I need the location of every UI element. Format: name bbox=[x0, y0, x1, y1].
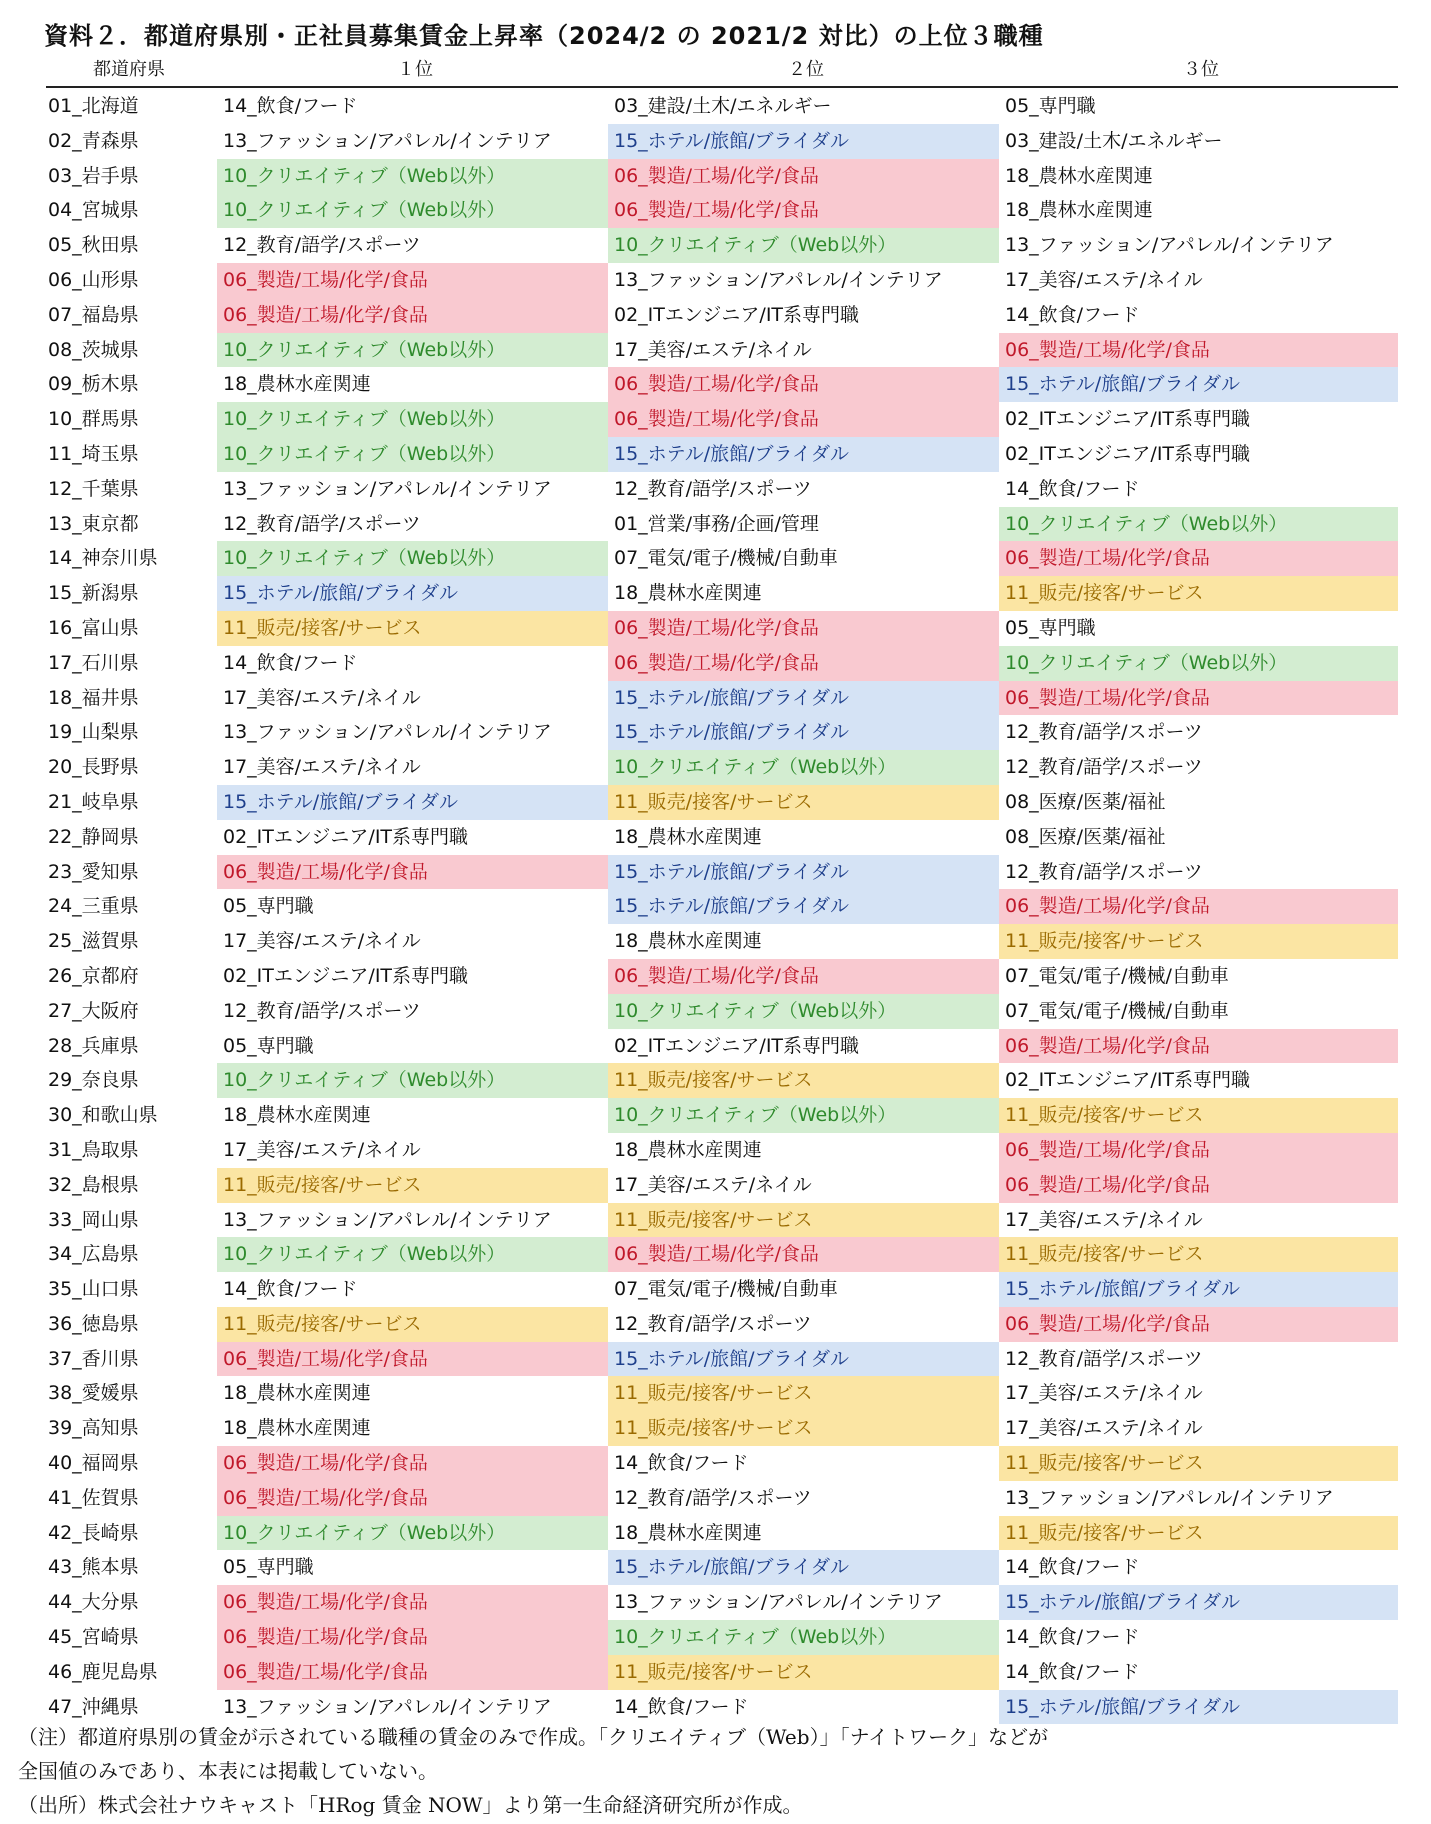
prefecture-cell: 05_秋田県 bbox=[48, 234, 139, 257]
prefecture-cell: 27_大阪府 bbox=[48, 999, 139, 1022]
prefecture-cell: 06_山形県 bbox=[48, 268, 139, 291]
prefecture-cell: 22_静岡県 bbox=[48, 825, 139, 848]
prefecture-cell: 45_宮崎県 bbox=[48, 1626, 139, 1649]
table-row bbox=[46, 1063, 1398, 1098]
table-row bbox=[46, 1655, 1398, 1690]
rank3-cell: 18_農林水産関連 bbox=[1005, 199, 1153, 222]
rank3-cell: 06_製造/工場/化学/食品 bbox=[999, 1029, 1398, 1064]
table-row bbox=[46, 959, 1398, 994]
prefecture-cell: 02_青森県 bbox=[48, 129, 139, 152]
table-row bbox=[46, 646, 1398, 681]
rank2-cell: 02_ITエンジニア/IT系専門職 bbox=[614, 1034, 860, 1057]
page-title: 資料２．都道府県別・正社員募集賃金上昇率（2024/2 の 2021/2 対比）の上位３職種 bbox=[44, 22, 1044, 50]
rank3-cell: 14_飲食/フード bbox=[1005, 303, 1140, 326]
header-rank1: １位 bbox=[397, 59, 433, 80]
prefecture-cell: 19_山梨県 bbox=[48, 721, 139, 744]
rank3-cell: 11_販売/接客/サービス bbox=[999, 576, 1398, 611]
rank2-cell: 12_教育/語学/スポーツ bbox=[614, 477, 812, 500]
rank3-cell: 13_ファッション/アパレル/インテリア bbox=[1005, 234, 1334, 257]
rank1-cell: 10_クリエイティブ（Web以外） bbox=[217, 1516, 608, 1551]
prefecture-cell: 03_岩手県 bbox=[48, 164, 139, 187]
table-row bbox=[46, 1585, 1398, 1620]
prefecture-cell: 24_三重県 bbox=[48, 895, 139, 918]
rank2-cell: 10_クリエイティブ（Web以外） bbox=[608, 1620, 999, 1655]
rank3-cell: 12_教育/語学/スポーツ bbox=[1005, 756, 1203, 779]
rank2-cell: 10_クリエイティブ（Web以外） bbox=[608, 1098, 999, 1133]
rank3-cell: 07_電気/電子/機械/自動車 bbox=[1005, 999, 1229, 1022]
rank3-cell: 02_ITエンジニア/IT系専門職 bbox=[1005, 442, 1251, 465]
rank2-cell: 06_製造/工場/化学/食品 bbox=[608, 646, 999, 681]
rank1-cell: 14_飲食/フード bbox=[223, 651, 358, 674]
table-row bbox=[46, 611, 1398, 646]
rank1-cell: 06_製造/工場/化学/食品 bbox=[217, 1655, 608, 1690]
prefecture-cell: 13_東京都 bbox=[48, 512, 139, 535]
rank3-cell: 14_飲食/フード bbox=[1005, 1556, 1140, 1579]
rank2-cell: 15_ホテル/旅館/ブライダル bbox=[608, 715, 999, 750]
table-row bbox=[46, 298, 1398, 333]
rank2-cell: 10_クリエイティブ（Web以外） bbox=[608, 994, 999, 1029]
rank3-cell: 11_販売/接客/サービス bbox=[999, 924, 1398, 959]
rank1-cell: 10_クリエイティブ（Web以外） bbox=[217, 437, 608, 472]
rank2-cell: 14_飲食/フード bbox=[614, 1695, 749, 1718]
rank3-cell: 03_建設/土木/エネルギー bbox=[1005, 129, 1223, 152]
prefecture-cell: 16_富山県 bbox=[48, 616, 139, 639]
rank1-cell: 17_美容/エステ/ネイル bbox=[223, 756, 421, 779]
rank1-cell: 14_飲食/フード bbox=[223, 95, 358, 117]
rank2-cell: 07_電気/電子/機械/自動車 bbox=[614, 547, 838, 570]
prefecture-cell: 36_徳島県 bbox=[48, 1312, 139, 1335]
table-row bbox=[46, 681, 1398, 716]
rank3-cell: 12_教育/語学/スポーツ bbox=[1005, 721, 1203, 744]
table-row bbox=[46, 1168, 1398, 1203]
rank1-cell: 18_農林水産関連 bbox=[223, 1382, 371, 1405]
rank2-cell: 18_農林水産関連 bbox=[614, 1521, 762, 1544]
rank1-cell: 05_専門職 bbox=[223, 1034, 314, 1057]
rank2-cell: 06_製造/工場/化学/食品 bbox=[608, 1237, 999, 1272]
rank2-cell: 12_教育/語学/スポーツ bbox=[614, 1486, 812, 1509]
rank3-cell: 15_ホテル/旅館/ブライダル bbox=[999, 367, 1398, 402]
table-row bbox=[46, 715, 1398, 750]
rank3-cell: 17_美容/エステ/ネイル bbox=[1005, 1417, 1203, 1440]
rank2-cell: 18_農林水産関連 bbox=[614, 825, 762, 848]
rank1-cell: 14_飲食/フード bbox=[223, 1278, 358, 1301]
header-rank2: ２位 bbox=[788, 59, 824, 80]
prefecture-cell: 01_北海道 bbox=[48, 95, 139, 117]
prefecture-cell: 18_福井県 bbox=[48, 686, 139, 709]
rank2-cell: 18_農林水産関連 bbox=[614, 1138, 762, 1161]
table-row bbox=[46, 193, 1398, 228]
rank3-cell: 15_ホテル/旅館/ブライダル bbox=[999, 1272, 1398, 1307]
table-row bbox=[46, 124, 1398, 159]
table-row bbox=[46, 1411, 1398, 1446]
table-header bbox=[46, 55, 1398, 83]
rank1-cell: 11_販売/接客/サービス bbox=[217, 1307, 608, 1342]
prefecture-cell: 23_愛知県 bbox=[48, 860, 139, 883]
rank3-cell: 02_ITエンジニア/IT系専門職 bbox=[1005, 1069, 1251, 1092]
prefecture-cell: 41_佐賀県 bbox=[48, 1486, 139, 1509]
prefecture-cell: 32_島根県 bbox=[48, 1173, 139, 1196]
rank3-cell: 11_販売/接客/サービス bbox=[999, 1446, 1398, 1481]
prefecture-cell: 47_沖縄県 bbox=[48, 1695, 139, 1718]
table-row bbox=[46, 994, 1398, 1029]
rank2-cell: 11_販売/接客/サービス bbox=[608, 1063, 999, 1098]
prefecture-cell: 34_広島県 bbox=[48, 1243, 139, 1266]
rank1-cell: 10_クリエイティブ（Web以外） bbox=[217, 1237, 608, 1272]
rank3-cell: 12_教育/語学/スポーツ bbox=[1005, 860, 1203, 883]
prefecture-cell: 08_茨城県 bbox=[48, 338, 139, 361]
rank1-cell: 17_美容/エステ/ネイル bbox=[223, 930, 421, 953]
rank3-cell: 15_ホテル/旅館/ブライダル bbox=[999, 1585, 1398, 1620]
rank1-cell: 02_ITエンジニア/IT系専門職 bbox=[223, 964, 469, 987]
prefecture-cell: 44_大分県 bbox=[48, 1591, 139, 1614]
rank1-cell: 06_製造/工場/化学/食品 bbox=[217, 1620, 608, 1655]
rank2-cell: 15_ホテル/旅館/ブライダル bbox=[608, 889, 999, 924]
rank1-cell: 06_製造/工場/化学/食品 bbox=[217, 1342, 608, 1377]
rank1-cell: 11_販売/接客/サービス bbox=[217, 611, 608, 646]
table-row bbox=[46, 367, 1398, 402]
table-row bbox=[46, 402, 1398, 437]
prefecture-cell: 38_愛媛県 bbox=[48, 1382, 139, 1405]
rank2-cell: 11_販売/接客/サービス bbox=[608, 1203, 999, 1238]
rank1-cell: 10_クリエイティブ（Web以外） bbox=[217, 1063, 608, 1098]
rank2-cell: 06_製造/工場/化学/食品 bbox=[608, 611, 999, 646]
rank1-cell: 15_ホテル/旅館/ブライダル bbox=[217, 785, 608, 820]
rank3-cell: 17_美容/エステ/ネイル bbox=[1005, 268, 1203, 291]
rank1-cell: 06_製造/工場/化学/食品 bbox=[217, 1585, 608, 1620]
rank3-cell: 15_ホテル/旅館/ブライダル bbox=[999, 1690, 1398, 1725]
rank1-cell: 05_専門職 bbox=[223, 895, 314, 918]
rank1-cell: 12_教育/語学/スポーツ bbox=[223, 999, 421, 1022]
header-divider bbox=[46, 86, 1398, 88]
rank3-cell: 12_教育/語学/スポーツ bbox=[1005, 1347, 1203, 1370]
rank3-cell: 06_製造/工場/化学/食品 bbox=[999, 1307, 1398, 1342]
rank2-cell: 18_農林水産関連 bbox=[614, 930, 762, 953]
rank2-cell: 14_飲食/フード bbox=[614, 1452, 749, 1475]
rank3-cell: 11_販売/接客/サービス bbox=[999, 1237, 1398, 1272]
rank1-cell: 05_専門職 bbox=[223, 1556, 314, 1579]
rank2-cell: 17_美容/エステ/ネイル bbox=[614, 1173, 812, 1196]
prefecture-cell: 10_群馬県 bbox=[48, 408, 139, 431]
table-row bbox=[46, 263, 1398, 298]
table-row bbox=[46, 1516, 1398, 1551]
rank3-cell: 07_電気/電子/機械/自動車 bbox=[1005, 964, 1229, 987]
table-row bbox=[46, 333, 1398, 368]
table-row bbox=[46, 889, 1398, 924]
table-row bbox=[46, 855, 1398, 890]
rank3-cell: 14_飲食/フード bbox=[1005, 1660, 1140, 1683]
prefecture-cell: 31_鳥取県 bbox=[48, 1138, 139, 1161]
rank2-cell: 13_ファッション/アパレル/インテリア bbox=[614, 268, 943, 291]
rank2-cell: 15_ホテル/旅館/ブライダル bbox=[608, 681, 999, 716]
prefecture-cell: 14_神奈川県 bbox=[48, 547, 158, 570]
rank3-cell: 08_医療/医薬/福祉 bbox=[1005, 790, 1166, 813]
rank1-cell: 17_美容/エステ/ネイル bbox=[223, 686, 421, 709]
prefecture-cell: 09_栃木県 bbox=[48, 373, 139, 396]
rank2-cell: 15_ホテル/旅館/ブライダル bbox=[608, 437, 999, 472]
prefecture-cell: 25_滋賀県 bbox=[48, 930, 139, 953]
ranking-table bbox=[46, 89, 1398, 1724]
table-row bbox=[46, 541, 1398, 576]
prefecture-cell: 29_奈良県 bbox=[48, 1069, 139, 1092]
rank1-cell: 18_農林水産関連 bbox=[223, 1417, 371, 1440]
table-row bbox=[46, 1029, 1398, 1064]
rank1-cell: 13_ファッション/アパレル/インテリア bbox=[223, 721, 552, 744]
rank2-cell: 01_営業/事務/企画/管理 bbox=[614, 512, 819, 535]
prefecture-cell: 42_長崎県 bbox=[48, 1521, 139, 1544]
table-row bbox=[46, 1098, 1398, 1133]
rank3-cell: 18_農林水産関連 bbox=[1005, 164, 1153, 187]
rank2-cell: 11_販売/接客/サービス bbox=[608, 1376, 999, 1411]
rank1-cell: 15_ホテル/旅館/ブライダル bbox=[217, 576, 608, 611]
rank2-cell: 03_建設/土木/エネルギー bbox=[614, 95, 832, 117]
prefecture-cell: 26_京都府 bbox=[48, 964, 139, 987]
rank1-cell: 06_製造/工場/化学/食品 bbox=[217, 298, 608, 333]
table-row bbox=[46, 1550, 1398, 1585]
prefecture-cell: 40_福岡県 bbox=[48, 1452, 139, 1475]
rank3-cell: 08_医療/医薬/福祉 bbox=[1005, 825, 1166, 848]
rank2-cell: 15_ホテル/旅館/ブライダル bbox=[608, 1550, 999, 1585]
table-row bbox=[46, 1272, 1398, 1307]
rank1-cell: 10_クリエイティブ（Web以外） bbox=[217, 159, 608, 194]
prefecture-cell: 20_長野県 bbox=[48, 756, 139, 779]
rank1-cell: 06_製造/工場/化学/食品 bbox=[217, 855, 608, 890]
note-line-2: 全国値のみであり、本表には掲載していない。 bbox=[18, 1759, 438, 1783]
rank3-cell: 17_美容/エステ/ネイル bbox=[1005, 1208, 1203, 1231]
table-row bbox=[46, 159, 1398, 194]
rank1-cell: 18_農林水産関連 bbox=[223, 373, 371, 396]
table-row bbox=[46, 437, 1398, 472]
prefecture-cell: 28_兵庫県 bbox=[48, 1034, 139, 1057]
rank3-cell: 11_販売/接客/サービス bbox=[999, 1516, 1398, 1551]
rank2-cell: 06_製造/工場/化学/食品 bbox=[608, 959, 999, 994]
rank1-cell: 02_ITエンジニア/IT系専門職 bbox=[223, 825, 469, 848]
rank2-cell: 18_農林水産関連 bbox=[614, 582, 762, 605]
rank1-cell: 10_クリエイティブ（Web以外） bbox=[217, 541, 608, 576]
table-row bbox=[46, 472, 1398, 507]
rank3-cell: 10_クリエイティブ（Web以外） bbox=[999, 507, 1398, 542]
rank1-cell: 10_クリエイティブ（Web以外） bbox=[217, 402, 608, 437]
rank2-cell: 11_販売/接客/サービス bbox=[608, 1411, 999, 1446]
table-row bbox=[46, 228, 1398, 263]
source-line: （出所）株式会社ナウキャスト「HRog 賃金 NOW」より第一生命経済研究所が作成。 bbox=[18, 1793, 803, 1817]
rank1-cell: 06_製造/工場/化学/食品 bbox=[217, 1481, 608, 1516]
table-row bbox=[46, 576, 1398, 611]
table-row bbox=[46, 1481, 1398, 1516]
rank1-cell: 13_ファッション/アパレル/インテリア bbox=[223, 129, 552, 152]
rank3-cell: 14_飲食/フード bbox=[1005, 477, 1140, 500]
table-row bbox=[46, 507, 1398, 542]
prefecture-cell: 43_熊本県 bbox=[48, 1556, 139, 1579]
prefecture-cell: 46_鹿児島県 bbox=[48, 1660, 158, 1683]
prefecture-cell: 35_山口県 bbox=[48, 1278, 139, 1301]
table-row bbox=[46, 1133, 1398, 1168]
prefecture-cell: 37_香川県 bbox=[48, 1347, 139, 1370]
rank2-cell: 13_ファッション/アパレル/インテリア bbox=[614, 1591, 943, 1614]
rank2-cell: 10_クリエイティブ（Web以外） bbox=[608, 750, 999, 785]
table-row bbox=[46, 1376, 1398, 1411]
rank3-cell: 14_飲食/フード bbox=[1005, 1626, 1140, 1649]
rank1-cell: 13_ファッション/アパレル/インテリア bbox=[223, 477, 552, 500]
prefecture-cell: 11_埼玉県 bbox=[48, 442, 139, 465]
prefecture-cell: 21_岐阜県 bbox=[48, 790, 139, 813]
table-row bbox=[46, 1237, 1398, 1272]
table-row bbox=[46, 1203, 1398, 1238]
rank1-cell: 10_クリエイティブ（Web以外） bbox=[217, 193, 608, 228]
table-row bbox=[46, 785, 1398, 820]
rank3-cell: 10_クリエイティブ（Web以外） bbox=[999, 646, 1398, 681]
prefecture-cell: 39_高知県 bbox=[48, 1417, 139, 1440]
rank2-cell: 10_クリエイティブ（Web以外） bbox=[608, 228, 999, 263]
rank2-cell: 02_ITエンジニア/IT系専門職 bbox=[614, 303, 860, 326]
rank2-cell: 06_製造/工場/化学/食品 bbox=[608, 193, 999, 228]
rank3-cell: 06_製造/工場/化学/食品 bbox=[999, 333, 1398, 368]
table-row bbox=[46, 1342, 1398, 1377]
rank1-cell: 13_ファッション/アパレル/インテリア bbox=[223, 1208, 552, 1231]
table-row bbox=[46, 89, 1398, 124]
prefecture-cell: 33_岡山県 bbox=[48, 1208, 139, 1231]
rank2-cell: 12_教育/語学/スポーツ bbox=[614, 1312, 812, 1335]
rank3-cell: 11_販売/接客/サービス bbox=[999, 1098, 1398, 1133]
rank2-cell: 06_製造/工場/化学/食品 bbox=[608, 402, 999, 437]
rank3-cell: 02_ITエンジニア/IT系専門職 bbox=[1005, 408, 1251, 431]
rank3-cell: 06_製造/工場/化学/食品 bbox=[999, 889, 1398, 924]
rank1-cell: 06_製造/工場/化学/食品 bbox=[217, 1446, 608, 1481]
rank3-cell: 06_製造/工場/化学/食品 bbox=[999, 1133, 1398, 1168]
rank1-cell: 18_農林水産関連 bbox=[223, 1104, 371, 1127]
prefecture-cell: 04_宮城県 bbox=[48, 199, 139, 222]
table-row bbox=[46, 820, 1398, 855]
note-line-1: （注）都道府県別の賃金が示されている職種の賃金のみで作成。「クリエイティブ（Web）」「ナイトワーク」などが bbox=[18, 1725, 1049, 1749]
rank2-cell: 07_電気/電子/機械/自動車 bbox=[614, 1278, 838, 1301]
rank1-cell: 11_販売/接客/サービス bbox=[217, 1168, 608, 1203]
prefecture-cell: 30_和歌山県 bbox=[48, 1104, 158, 1127]
rank1-cell: 12_教育/語学/スポーツ bbox=[223, 234, 421, 257]
rank3-cell: 13_ファッション/アパレル/インテリア bbox=[1005, 1486, 1334, 1509]
prefecture-cell: 07_福島県 bbox=[48, 303, 139, 326]
rank2-cell: 17_美容/エステ/ネイル bbox=[614, 338, 812, 361]
rank2-cell: 06_製造/工場/化学/食品 bbox=[608, 159, 999, 194]
rank3-cell: 06_製造/工場/化学/食品 bbox=[999, 1168, 1398, 1203]
table-row bbox=[46, 750, 1398, 785]
rank2-cell: 15_ホテル/旅館/ブライダル bbox=[608, 855, 999, 890]
rank2-cell: 06_製造/工場/化学/食品 bbox=[608, 367, 999, 402]
prefecture-cell: 15_新潟県 bbox=[48, 582, 139, 605]
table-row bbox=[46, 924, 1398, 959]
rank2-cell: 11_販売/接客/サービス bbox=[608, 1655, 999, 1690]
header-prefecture: 都道府県 bbox=[93, 59, 165, 80]
rank3-cell: 05_専門職 bbox=[1005, 616, 1096, 639]
table-row bbox=[46, 1446, 1398, 1481]
rank1-cell: 12_教育/語学/スポーツ bbox=[223, 512, 421, 535]
rank3-cell: 17_美容/エステ/ネイル bbox=[1005, 1382, 1203, 1405]
rank3-cell: 06_製造/工場/化学/食品 bbox=[999, 681, 1398, 716]
prefecture-cell: 17_石川県 bbox=[48, 651, 139, 674]
rank2-cell: 15_ホテル/旅館/ブライダル bbox=[608, 1342, 999, 1377]
rank1-cell: 10_クリエイティブ（Web以外） bbox=[217, 333, 608, 368]
rank1-cell: 13_ファッション/アパレル/インテリア bbox=[223, 1695, 552, 1718]
rank3-cell: 06_製造/工場/化学/食品 bbox=[999, 541, 1398, 576]
header-rank3: ３位 bbox=[1183, 59, 1219, 80]
table-row bbox=[46, 1307, 1398, 1342]
table-row bbox=[46, 1620, 1398, 1655]
notes bbox=[18, 1720, 1418, 1822]
rank2-cell: 15_ホテル/旅館/ブライダル bbox=[608, 124, 999, 159]
rank1-cell: 06_製造/工場/化学/食品 bbox=[217, 263, 608, 298]
rank1-cell: 17_美容/エステ/ネイル bbox=[223, 1138, 421, 1161]
rank2-cell: 11_販売/接客/サービス bbox=[608, 785, 999, 820]
prefecture-cell: 12_千葉県 bbox=[48, 477, 139, 500]
rank3-cell: 05_専門職 bbox=[1005, 95, 1096, 117]
